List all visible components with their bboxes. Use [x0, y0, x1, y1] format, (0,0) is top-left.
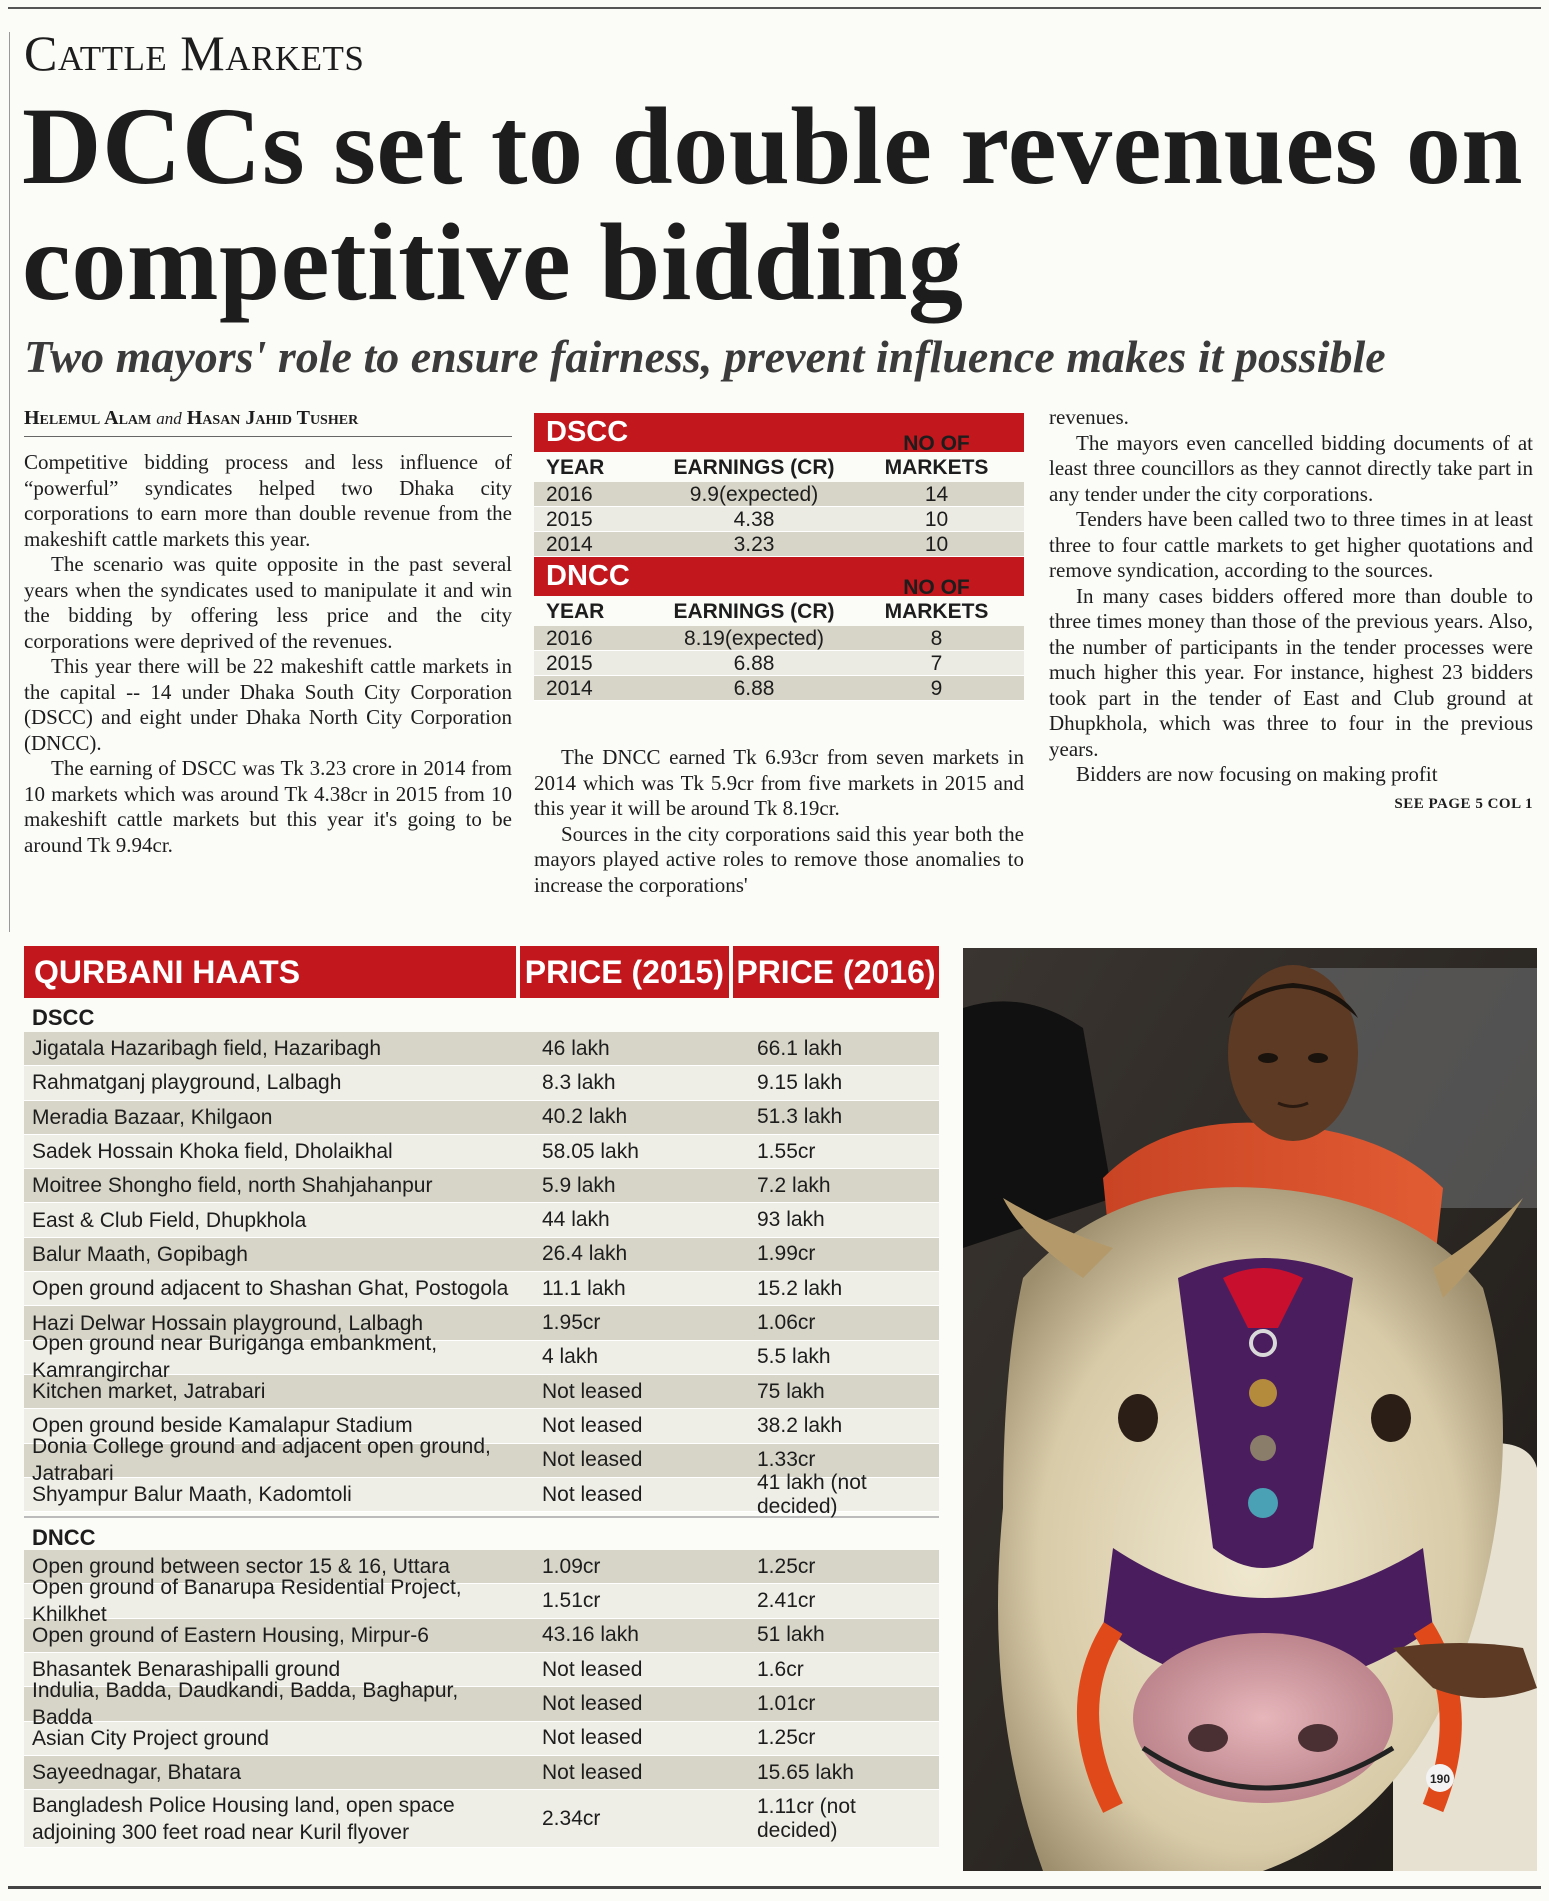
haat-price-2015-cell: 8.3 lakh: [542, 1070, 616, 1094]
haat-price-2015-cell: 4 lakh: [542, 1345, 599, 1369]
haat-price-2015-cell: 2.34cr: [542, 1806, 601, 1830]
paragraph: This year there will be 22 makeshift cattle markets in the capital -- 14 under Dhaka South City Corporation (DSCC) and eight under Dhaka North City Corporation (DNCC).: [24, 654, 512, 755]
top-rule: [8, 7, 1541, 9]
haat-name-cell: Bhasantek Benarashipalli ground: [32, 1658, 341, 1682]
article-column-1: [24, 450, 512, 858]
earnings-row: [534, 532, 1024, 557]
earnings-row: [534, 482, 1024, 507]
haat-price-2016-cell: 1.33cr: [757, 1448, 816, 1472]
haat-price-2015-cell: Not leased: [542, 1657, 643, 1681]
paragraph: Bidders are now focusing on making profit: [1076, 762, 1438, 786]
haat-name-cell: Moitree Shongho field, north Shahjahanpur: [32, 1174, 433, 1198]
haat-row: [24, 1470, 939, 1518]
haat-price-2015-cell: 1.95cr: [542, 1311, 601, 1335]
earnings-dncc-band: DNCC: [534, 557, 1024, 596]
earnings-value-cell: 8.19(expected): [683, 627, 825, 650]
byline-conj: and: [156, 409, 182, 428]
earnings-value-cell: 4.38: [733, 508, 775, 531]
haat-price-2015-cell: 44 lakh: [542, 1208, 610, 1232]
paragraph: The mayors even cancelled bidding documents of at least three councillors as they cannot directly take part in any tender under the city corporations.: [1049, 430, 1533, 506]
haat-price-2016-cell: 1.55cr: [757, 1139, 816, 1163]
haat-name-cell: Meradia Bazaar, Khilgaon: [32, 1105, 273, 1129]
haat-row: [24, 1375, 939, 1409]
paragraph: Competitive bidding process and less influence of “powerful” syndicates helped two Dhaka city corporations to earn more than double revenue from the makeshift cattle markets this year.: [24, 450, 512, 551]
haat-price-2016-cell: 41 lakh (not decided): [757, 1470, 867, 1518]
photo-tag: 190: [1429, 1772, 1451, 1786]
paragraph: The earning of DSCC was Tk 3.23 crore in 2014 from 10 markets which was around Tk 4.38cr in 2015 from 10 makeshift cattle markets but this year it's going to be around Tk 9.94cr.: [24, 756, 512, 857]
haat-name-cell: Asian City Project ground: [32, 1726, 269, 1750]
haat-price-2016-cell: 2.41cr: [757, 1589, 816, 1613]
header-year: YEAR: [546, 600, 605, 623]
earnings-row: [534, 626, 1024, 651]
haat-price-2015-cell: 1.51cr: [542, 1589, 601, 1613]
earnings-markets-cell: 7: [930, 652, 943, 675]
haat-row: [24, 1272, 939, 1306]
header-haat-name: QURBANI HAATS: [24, 946, 516, 998]
haat-row: [24, 1722, 939, 1756]
haat-row: [24, 1238, 939, 1272]
earnings-markets-cell: 9: [930, 677, 943, 700]
haat-price-2016-cell: 1.99cr: [757, 1242, 816, 1266]
earnings-table: [534, 413, 1024, 701]
earnings-row: [534, 651, 1024, 676]
kicker: Cattle Markets: [24, 25, 365, 81]
haat-price-2015-cell: Not leased: [542, 1760, 643, 1784]
header-price-2015: PRICE (2015): [520, 946, 729, 998]
earnings-row: [534, 676, 1024, 701]
haat-section-dscc: DSCC: [32, 1005, 95, 1030]
haat-price-2016-cell: 51.3 lakh: [757, 1105, 843, 1129]
earnings-year-cell: 2014: [546, 677, 593, 700]
haat-name-cell: Open ground of Banarupa Residential Project, Khilkhet: [32, 1576, 462, 1627]
haat-price-2016-cell: 1.6cr: [757, 1657, 804, 1681]
haat-price-2015-cell: 1.09cr: [542, 1554, 601, 1578]
haat-price-2015-cell: Not leased: [542, 1726, 643, 1750]
haat-row: [24, 1135, 939, 1169]
earnings-year-cell: 2015: [546, 508, 593, 531]
haat-price-2015-cell: 43.16 lakh: [542, 1623, 639, 1647]
continuation-jump[interactable]: SEE PAGE 5 COL 1: [1394, 795, 1533, 812]
paragraph: The DNCC earned Tk 6.93cr from seven markets in 2014 which was Tk 5.9cr from five markets in 2015 and this year it will be around Tk 8.19cr.: [534, 745, 1024, 820]
haat-price-2016-cell: 9.15 lakh: [757, 1070, 843, 1094]
haat-price-2016-cell: 38.2 lakh: [757, 1413, 843, 1437]
haat-name-cell: Open ground beside Kamalapur Stadium: [32, 1414, 413, 1438]
haat-name-cell: Jigatala Hazaribagh field, Hazaribagh: [32, 1037, 382, 1061]
haat-name-cell: Indulia, Badda, Daudkandi, Badda, Baghapur, Badda: [32, 1679, 459, 1729]
earnings-year-cell: 2015: [546, 652, 593, 675]
earnings-year-cell: 2016: [546, 483, 593, 506]
haat-price-2015-cell: 46 lakh: [542, 1036, 610, 1060]
haat-price-2015-cell: Not leased: [542, 1482, 643, 1506]
haat-section-dncc: DNCC: [24, 1516, 939, 1550]
haat-name-cell: Open ground between sector 15 & 16, Uttara: [32, 1555, 450, 1579]
article-column-3: [1049, 405, 1533, 817]
earnings-value-cell: 9.9(expected): [689, 483, 819, 506]
paragraph: In many cases bidders offered more than double to three times money than those of the previous years. Also, the number of participants in the tender processes were much higher this year. For instance, highest 23 bidders took part in the tender of East and Club ground at Dhupkhola, which was three to four in the previous years.: [1049, 583, 1533, 761]
bottom-rule: [8, 1886, 1541, 1889]
haat-price-2016-cell: 15.65 lakh: [757, 1760, 854, 1784]
haat-price-2016-cell: 1.01cr: [757, 1691, 816, 1715]
haat-name-cell: Open ground near Buriganga embankment, Kamrangirchar: [32, 1332, 438, 1383]
haat-price-2016-cell: 66.1 lakh: [757, 1036, 843, 1060]
haat-price-2015-cell: 26.4 lakh: [542, 1242, 628, 1266]
haat-price-2016-cell: 5.5 lakh: [757, 1345, 831, 1369]
bull-photo: [963, 948, 1537, 1871]
header-earnings: EARNINGS (CR): [673, 600, 835, 623]
haat-price-2016-cell: 1.06cr: [757, 1311, 816, 1335]
header-year: YEAR: [546, 456, 605, 479]
haat-price-2015-cell: 5.9 lakh: [542, 1173, 616, 1197]
haat-price-2015-cell: Not leased: [542, 1448, 643, 1472]
haat-row: [24, 1790, 939, 1848]
subhead: Two mayors' role to ensure fairness, prevent influence makes it possible: [24, 331, 1386, 382]
haat-name-cell: Kitchen market, Jatrabari: [32, 1380, 266, 1404]
haat-row: [24, 1576, 939, 1627]
haat-row: [24, 1032, 939, 1066]
haat-name-cell: Open ground adjacent to Shashan Ghat, Postogola: [32, 1277, 509, 1301]
earnings-value-cell: 3.23: [733, 533, 775, 556]
headline: DCCs set to double revenues on competitive bidding: [22, 85, 1524, 323]
haat-row: [24, 1066, 939, 1100]
haat-price-2016-cell: 51 lakh: [757, 1623, 825, 1647]
header-markets: NO OF MARKETS: [884, 432, 989, 479]
article-column-2: [534, 745, 1024, 898]
byline-author-1: Helemul Alam: [24, 407, 152, 429]
qurbani-haat-table: [24, 946, 939, 1848]
earnings-value-cell: 6.88: [733, 652, 775, 675]
earnings-value-cell: 6.88: [733, 677, 775, 700]
header-markets: NO OF MARKETS: [884, 576, 989, 623]
haat-name-cell: Hazi Delwar Hossain playground, Lalbagh: [32, 1311, 424, 1335]
haat-price-2015-cell: Not leased: [542, 1691, 643, 1715]
haat-price-2015-cell: 11.1 lakh: [542, 1276, 626, 1300]
earnings-row: [534, 507, 1024, 532]
earnings-year-cell: 2016: [546, 627, 593, 650]
paragraph: Tenders have been called two to three times in at least three to four cattle markets to get higher quotations and remove syndication, according to the sources.: [1049, 507, 1533, 582]
haat-row: [24, 1169, 939, 1203]
haat-row: [24, 1679, 939, 1729]
left-rule: [9, 32, 10, 932]
haat-price-2015-cell: 58.05 lakh: [542, 1139, 639, 1163]
haat-price-2016-cell: 93 lakh: [757, 1208, 825, 1232]
paragraph: Sources in the city corporations said this year both the mayors played active roles to remove those anomalies to increase the corporations': [534, 821, 1024, 897]
haat-price-2016-cell: 1.25cr: [757, 1726, 816, 1750]
haat-name-cell: Sadek Hossain Khoka field, Dholaikhal: [32, 1140, 393, 1164]
haat-name-cell: Rahmatganj playground, Lalbagh: [32, 1071, 342, 1095]
byline: [24, 407, 512, 437]
haat-price-2015-cell: Not leased: [542, 1413, 643, 1437]
haat-price-2015-cell: Not leased: [542, 1379, 643, 1403]
earnings-markets-cell: 10: [924, 533, 949, 556]
haat-row: [24, 1756, 939, 1790]
header-price-2016: PRICE (2016): [733, 946, 939, 998]
earnings-year-cell: 2014: [546, 533, 593, 556]
haat-name-cell: Bangladesh Police Housing land, open space adjoining 300 feet road near Kuril flyover: [32, 1793, 455, 1844]
haat-name-cell: Open ground of Eastern Housing, Mirpur-6: [32, 1623, 429, 1647]
earnings-markets-cell: 10: [924, 508, 949, 531]
byline-author-2: Hasan Jahid Tusher: [186, 407, 359, 429]
header-earnings: EARNINGS (CR): [673, 456, 835, 479]
haat-row: [24, 1332, 939, 1383]
haat-table-header: [24, 946, 939, 998]
haat-name-cell: Donia College ground and adjacent open ground, Jatrabari: [32, 1435, 491, 1486]
haat-price-2016-cell: 1.25cr: [757, 1554, 816, 1578]
haat-price-2016-cell: 75 lakh: [757, 1379, 825, 1403]
haat-price-2016-cell: 1.11cr (not decided): [757, 1794, 856, 1842]
haat-row: [24, 1203, 939, 1237]
paragraph: The scenario was quite opposite in the past several years when the syndicates used to manipulate it and win the bidding by offering less price and the city corporations were deprived of the revenues.: [24, 552, 512, 653]
haat-row: [24, 1101, 939, 1135]
haat-price-2015-cell: 40.2 lakh: [542, 1105, 628, 1129]
earnings-markets-cell: 14: [924, 483, 949, 506]
paragraph: revenues.: [1049, 405, 1129, 429]
haat-name-cell: Balur Maath, Gopibagh: [32, 1242, 248, 1266]
haat-name-cell: Sayeednagar, Bhatara: [32, 1761, 241, 1785]
earnings-dscc-band: DSCC: [534, 413, 1024, 452]
haat-row: [24, 1619, 939, 1653]
haat-name-cell: East & Club Field, Dhupkhola: [32, 1208, 307, 1232]
haat-price-2016-cell: 15.2 lakh: [757, 1276, 843, 1300]
haat-price-2016-cell: 7.2 lakh: [757, 1173, 831, 1197]
haat-name-cell: Shyampur Balur Maath, Kadomtoli: [32, 1483, 352, 1506]
earnings-markets-cell: 8: [930, 627, 943, 650]
